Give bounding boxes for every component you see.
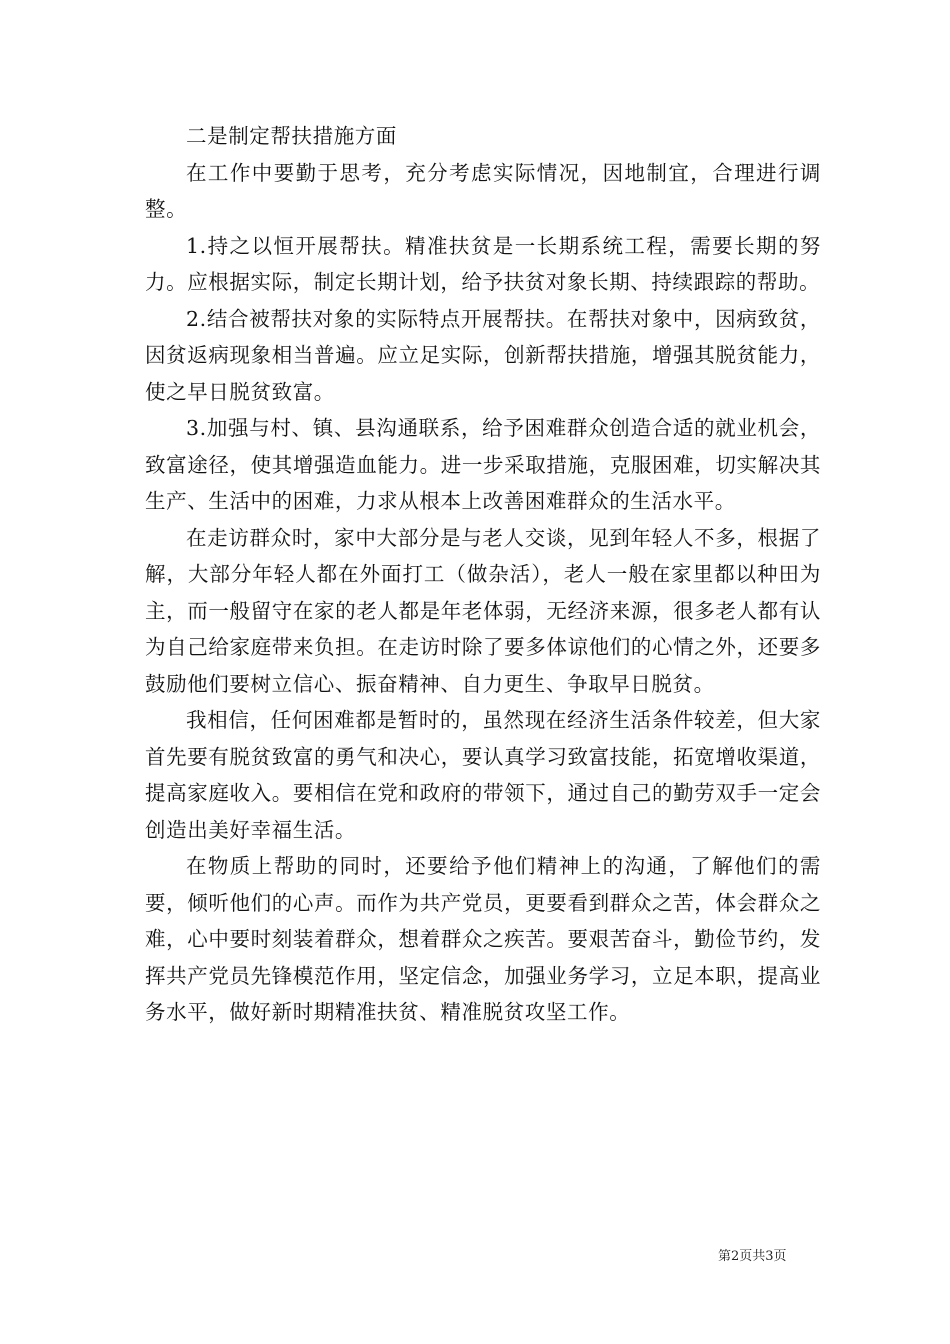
paragraph: 在工作中要勤于思考，充分考虑实际情况，因地制宜，合理进行调整。 bbox=[145, 160, 821, 221]
paragraph: 3.加强与村、镇、县沟通联系，给予困难群众创造合适的就业机会，致富途径，使其增强造血能力。进一步采取措施，克服困难，切实解决其生产、生活中的困难，力求从根本上改善困难群众的生活水平。 bbox=[145, 416, 821, 513]
section-heading: 二是制定帮扶措施方面 bbox=[186, 124, 397, 148]
paragraph: 在走访群众时，家中大部分是与老人交谈，见到年轻人不多，根据了解，大部分年轻人都在外面打工（做杂活），老人一般在家里都以种田为主，而一般留守在家的老人都是年老体弱，无经济来源，很多老人都有认为自己给家庭带来负担。在走访时除了要多体谅他们的心情之外，还要多鼓励他们要树立信心、振奋精神、自力更生、争取早日脱贫。 bbox=[145, 525, 821, 696]
page-number: 第2页共3页 bbox=[718, 1249, 787, 1264]
paragraph: 在物质上帮助的同时，还要给予他们精神上的沟通，了解他们的需要，倾听他们的心声。而作为共产党员，更要看到群众之苦，体会群众之难，心中要时刻装着群众，想着群众之疾苦。要艰苦奋斗，勤俭节约，发挥共产党员先锋模范作用，坚定信念，加强业务学习，立足本职，提高业务水平，做好新时期精准扶贫、精准脱贫攻坚工作。 bbox=[145, 854, 821, 1024]
paragraph: 2.结合被帮扶对象的实际特点开展帮扶。在帮扶对象中，因病致贫，因贫返病现象相当普遍。应立足实际，创新帮扶措施，增强其脱贫能力，使之早日脱贫致富。 bbox=[145, 306, 821, 404]
paragraph: 我相信，任何困难都是暂时的，虽然现在经济生活条件较差，但大家首先要有脱贫致富的勇气和决心，要认真学习致富技能，拓宽增收渠道，提高家庭收入。要相信在党和政府的带领下，通过自己的勤劳双手一定会创造出美好幸福生活。 bbox=[145, 708, 821, 842]
document-body bbox=[145, 118, 821, 1031]
paragraph: 1.持之以恒开展帮扶。精准扶贫是一长期系统工程，需要长期的努力。应根据实际，制定长期计划，给予扶贫对象长期、持续跟踪的帮助。 bbox=[145, 233, 821, 294]
